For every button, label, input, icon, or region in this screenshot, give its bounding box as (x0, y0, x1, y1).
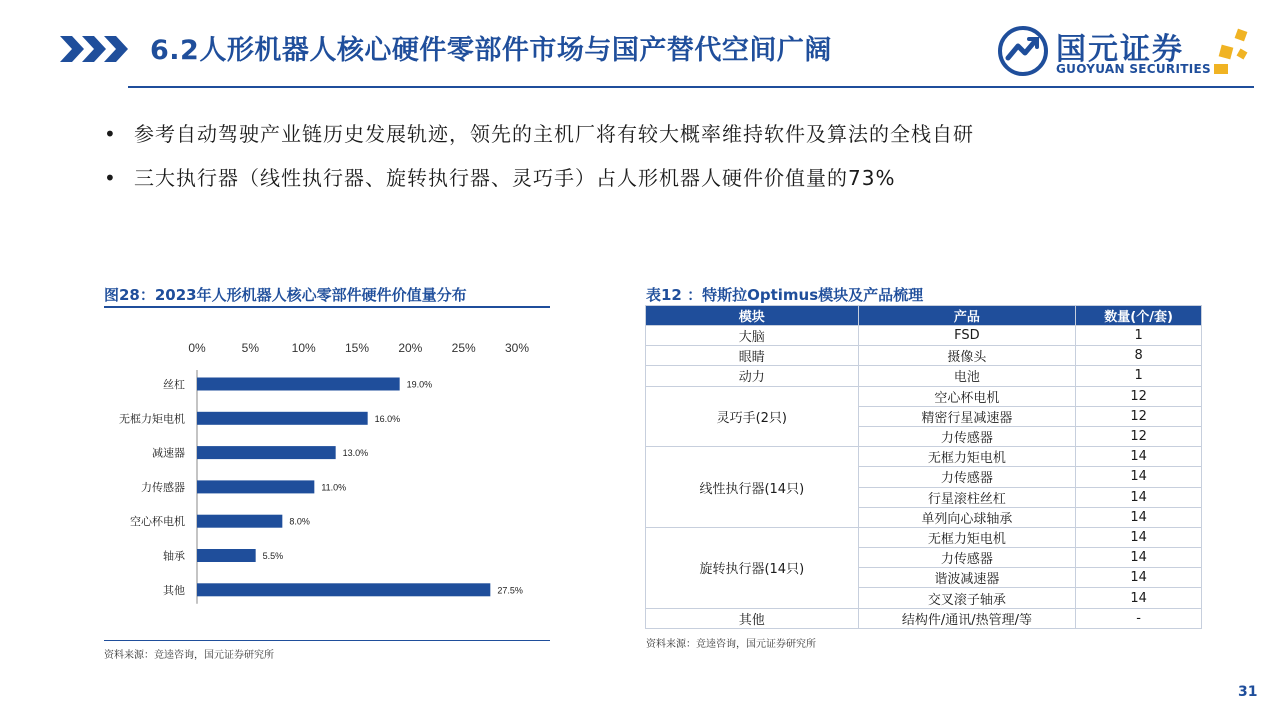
optimus-table (645, 305, 1202, 629)
category-label: 力传感器 (141, 480, 185, 494)
cell-module: 旋转执行器(14只) (646, 527, 859, 608)
page-number: 31 (1238, 684, 1258, 700)
x-tick-label: 15% (344, 341, 370, 355)
cell-product: 无框力矩电机 (858, 447, 1076, 467)
cell-product: 空心杯电机 (858, 386, 1076, 406)
bullet-text: 三大执行器（线性执行器、旋转执行器、灵巧手）占人形机器人硬件价值量的73% (134, 166, 896, 190)
cell-product: 力传感器 (858, 467, 1076, 487)
cell-qty: 14 (1076, 467, 1202, 487)
cell-qty: 14 (1076, 568, 1202, 588)
x-tick-label: 20% (398, 341, 423, 355)
cell-product: FSD (858, 326, 1076, 346)
category-label: 轴承 (163, 549, 185, 563)
cell-product: 单列向心球轴承 (858, 507, 1076, 527)
category-label: 无框力矩电机 (119, 412, 185, 426)
cell-product: 力传感器 (858, 426, 1076, 446)
cell-module: 大脑 (646, 326, 859, 346)
cell-product: 力传感器 (858, 548, 1076, 568)
data-label: 19.0% (406, 379, 433, 390)
bullet-list (104, 120, 1204, 208)
figure-title: 图28：2023年人形机器人核心零部件硬件价值量分布 (104, 286, 467, 304)
bar (197, 480, 314, 493)
cell-product: 交叉滚子轴承 (858, 588, 1076, 608)
header-module: 模块 (646, 306, 859, 326)
cell-qty: - (1076, 608, 1202, 628)
bar (197, 378, 400, 391)
table-container (645, 305, 1202, 629)
cell-qty: 12 (1076, 406, 1202, 426)
logo-text-cn: 国元证券 (1056, 32, 1184, 67)
cell-module: 动力 (646, 366, 859, 386)
bar (197, 446, 336, 459)
header-product: 产品 (858, 306, 1076, 326)
table-row (646, 326, 1202, 346)
x-tick-label: 5% (241, 341, 260, 355)
cell-product: 电池 (858, 366, 1076, 386)
category-label: 空心杯电机 (130, 515, 185, 529)
bar (197, 412, 368, 425)
x-tick-label: 0% (188, 341, 206, 355)
data-label: 11.0% (321, 482, 347, 493)
cell-module: 眼睛 (646, 346, 859, 366)
logo-mark-icon (998, 26, 1048, 76)
cell-product: 行星滚柱丝杠 (858, 487, 1076, 507)
header-qty: 数量(个/套) (1076, 306, 1202, 326)
logo-stars-icon (1210, 28, 1256, 76)
cell-qty: 14 (1076, 527, 1202, 547)
figure-title-rule (104, 306, 550, 308)
category-label: 丝杠 (163, 378, 185, 391)
table-source: 资料来源：竞逵咨询，国元证券研究所 (646, 639, 816, 650)
bullet-item (104, 120, 1204, 164)
data-label: 5.5% (262, 551, 284, 561)
cell-qty: 14 (1076, 447, 1202, 467)
bullet-dot-icon: • (104, 122, 117, 146)
cell-module: 其他 (646, 608, 859, 628)
cell-module: 线性执行器(14只) (646, 447, 859, 528)
x-tick-label: 25% (451, 341, 476, 355)
header-rule (128, 86, 1254, 88)
cell-qty: 12 (1076, 386, 1202, 406)
data-label: 13.0% (342, 448, 369, 459)
table-row (646, 608, 1202, 628)
cell-qty: 14 (1076, 507, 1202, 527)
bar-chart (104, 330, 550, 620)
cell-product: 谐波减速器 (858, 568, 1076, 588)
table-row (646, 346, 1202, 366)
x-tick-label: 10% (291, 341, 316, 355)
cell-module: 灵巧手(2只) (646, 386, 859, 447)
cell-product: 摄像头 (858, 346, 1076, 366)
bullet-item (104, 164, 1204, 208)
bar (197, 549, 256, 562)
logo-text-en: GUOYUAN SECURITIES (1056, 62, 1211, 76)
table-row (646, 447, 1202, 467)
x-tick-label: 30% (504, 341, 530, 355)
cell-qty: 1 (1076, 366, 1202, 386)
table-row (646, 527, 1202, 547)
bullet-dot-icon: • (104, 166, 117, 190)
cell-qty: 1 (1076, 326, 1202, 346)
header-chevrons-icon (60, 36, 130, 62)
cell-qty: 14 (1076, 588, 1202, 608)
table-row (646, 386, 1202, 406)
company-logo (998, 24, 1256, 80)
cell-product: 结构件/通讯/热管理/等 (858, 608, 1076, 628)
cell-qty: 8 (1076, 346, 1202, 366)
category-label: 其他 (163, 583, 185, 597)
cell-qty: 14 (1076, 487, 1202, 507)
bar (197, 515, 282, 528)
cell-product: 精密行星减速器 (858, 406, 1076, 426)
data-label: 8.0% (289, 516, 310, 527)
cell-product: 无框力矩电机 (858, 527, 1076, 547)
data-label: 27.5% (497, 585, 523, 596)
page-title: 6.2人形机器人核心硬件零部件市场与国产替代空间广阔 (150, 35, 832, 66)
table-row (646, 366, 1202, 386)
table-header-row (646, 306, 1202, 326)
cell-qty: 14 (1076, 548, 1202, 568)
figure-bottom-rule (104, 640, 550, 641)
table-title: 表12 ：特斯拉Optimus模块及产品梳理 (646, 286, 924, 304)
bullet-text: 参考自动驾驶产业链历史发展轨迹，领先的主机厂将有较大概率维持软件及算法的全栈自研 (134, 122, 974, 146)
bar (197, 583, 490, 596)
figure-source: 资料来源：竞逵咨询，国元证券研究所 (104, 650, 274, 661)
data-label: 16.0% (374, 413, 401, 424)
cell-qty: 12 (1076, 426, 1202, 446)
category-label: 减速器 (152, 446, 185, 460)
